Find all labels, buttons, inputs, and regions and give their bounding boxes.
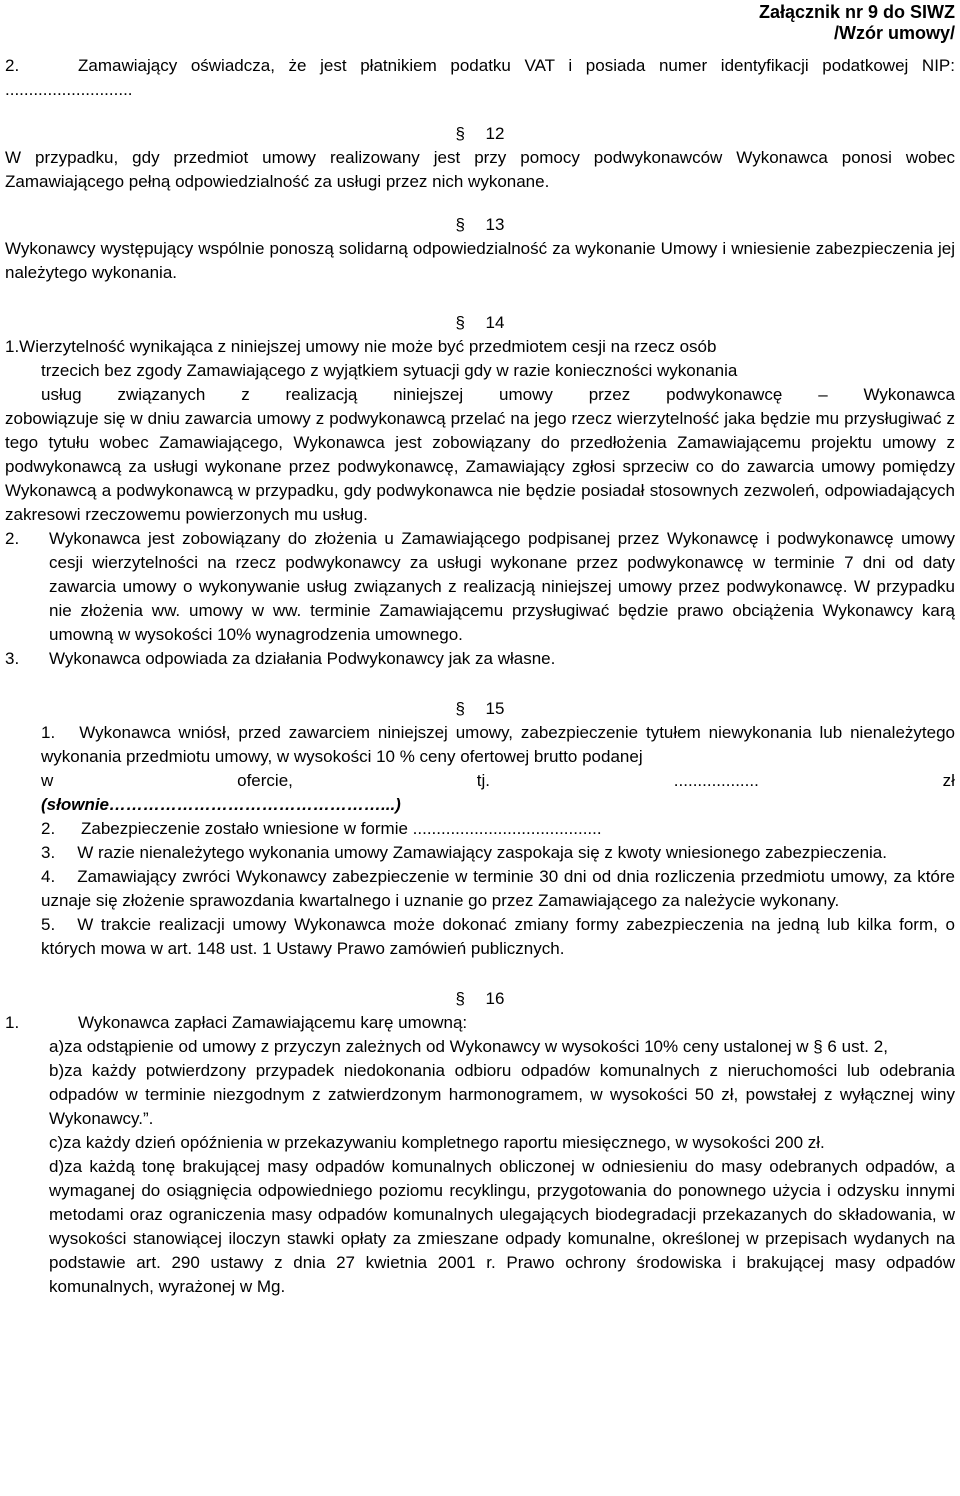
price-word-tj: tj. — [476, 771, 490, 790]
section-12-text: W przypadku, gdy przedmiot umowy realizowany jest przy pomocy podwykonawców Wykonawca ponosi wobec Zamawiającego pełną odpowiedzialność za usługi przez nich wykonane. — [5, 148, 955, 191]
item-number: 5. — [41, 915, 56, 934]
section-13-text: Wykonawcy występujący wspólnie ponoszą solidarną odpowiedzialność za wykonanie Umowy i wniesienie zabezpieczenia jej należytego wykonania. — [5, 239, 955, 282]
price-amount-field: .................. — [673, 771, 759, 790]
section-15-item-4 — [5, 865, 955, 913]
item-text: Wykonawca jest zobowiązany do złożenia u Zamawiającego podpisanej przez Wykonawcę i podwykonawcę umowy cesji wierzytelności na rzecz podwykonawcy za usługi wykonane przez podwykonawcę w terminie 7 dni od daty zawarcia umowy o wykonywanie usług związanych z realizacją niniejszej umowy przez podwykonawcę. W przypadku nie złożenia ww. umowy w ww. terminie Zamawiającemu przysługiwać będzie prawo obciążenia Wykonawcy karą umowną w wysokości 10% wynagrodzenia umownego. — [49, 529, 955, 644]
section-14-item-2 — [5, 527, 955, 647]
section-15-item-2 — [5, 817, 955, 841]
item-body: za każdy potwierdzony przypadek niedokonania odbioru odpadów komunalnych z nieruchomości lub odebrania odpadów w terminie niezgodnym z zatwierdzonym harmonogramem, w wysokości 50 zł, powstałej z wyłącznej winy Wykonawcy.”. — [49, 1061, 955, 1128]
intro-item-2 — [5, 54, 955, 102]
paragraph-sign-icon: § — [455, 989, 465, 1008]
price-word-w: w — [41, 771, 54, 790]
item-1-line-2: trzecich bez zgody Zamawiającego z wyjątkiem sytuacji gdy w razie konieczności wykonania — [41, 361, 738, 380]
price-line — [41, 769, 955, 793]
section-number: 15 — [485, 699, 505, 718]
item-letter: a) — [49, 1037, 65, 1056]
item-number: 4. — [41, 867, 56, 886]
paragraph-sign-icon: § — [455, 215, 465, 234]
item-body: Wykonawca wniósł, przed zawarciem niniejszej umowy, zabezpieczenie tytułem niewykonania lub nienależytego wykonania przedmiotu umowy, w wysokości 10 % ceny ofertowej brutto podanej — [41, 723, 955, 766]
section-15-item-3 — [5, 841, 955, 865]
section-15-item-1 — [5, 721, 955, 817]
section-16-heading — [5, 987, 955, 1011]
item-text: Wykonawca zapłaci Zamawiającemu karę umowną: — [78, 1013, 468, 1032]
header-line-1: Załącznik nr 9 do SIWZ — [758, 2, 955, 22]
section-13-heading — [5, 213, 955, 237]
section-16-letter-b — [5, 1059, 955, 1131]
item-number: 1. — [5, 1013, 20, 1032]
section-number: 12 — [485, 124, 505, 143]
item-text — [41, 865, 955, 913]
paragraph-sign-icon: § — [455, 124, 465, 143]
item-1-line-1: 1.Wierzytelność wynikająca z niniejszej umowy nie może być przedmiotem cesji na rzecz osób — [5, 337, 717, 356]
item-text — [49, 1059, 955, 1131]
item-number: 1. — [41, 723, 56, 742]
item-text — [49, 1035, 955, 1059]
section-15-heading — [5, 697, 955, 721]
section-15-item-5 — [5, 913, 955, 961]
amount-in-words: (słownie…………………………………………...) — [41, 795, 401, 814]
item-1-rest: zobowiązuje się w dniu zawarcia umowy z podwykonawcą przelać na jego rzecz wierzytelność jaka będzie mu przysługiwać z tego tytułu wobec Zamawiającego, Wykonawca jest zobowiązany do przedłożenia Zamawiającemu projektu umowy z podwykonawcą za usługi wykonane przez podwykonawcę, Zamawiający zgłosi sprzeciw co do zawarcia umowy pomiędzy Wykonawcą a podwykonawcą w przypadku, gdy podwykonawca nie będzie posiadał stosownych zezwoleń, odpowiadających zakresowi rzeczowemu powierzonych mu usług. — [5, 409, 955, 524]
item-body: Zamawiający zwróci Wykonawcy zabezpieczenie w terminie 30 dni od dnia rozliczenia przedmiotu umowy, za które uznaje się złożenie sprawozdania kwartalnego i uznanie go przez Zamawiającego za należycie wykonany. — [41, 867, 955, 910]
item-text — [49, 1131, 955, 1155]
item-body: W razie nienależytego wykonania umowy Zamawiający zaspokaja się z kwoty wniesionego zabezpieczenia. — [77, 843, 887, 862]
price-word-ofercie: ofercie, — [237, 771, 293, 790]
item-letter: c) — [49, 1133, 64, 1152]
item-number: 3. — [41, 843, 56, 862]
section-16-letter-c — [5, 1131, 955, 1155]
item-text: Zabezpieczenie zostało wniesione w formie ........................................ — [81, 819, 602, 838]
item-number: 3. — [5, 649, 20, 668]
item-number: 2. — [41, 819, 56, 838]
section-16-letter-d — [5, 1155, 955, 1299]
section-14-item-1 — [5, 335, 955, 527]
price-currency: zł — [942, 771, 955, 790]
section-16-item-1 — [5, 1011, 955, 1035]
section-number: 13 — [485, 215, 505, 234]
item-body: za każdą tonę brakującej masy odpadów komunalnych obliczonej w odniesieniu do masy odebranych odpadów, a wymaganej do osiągnięcia odpowiedniego poziomu recyklingu, przygotowania do ponownego użycia i odzysku innymi metodami oraz ograniczenia masy odpadów komunalnych ulegających biodegradacji przekazanych do składowania, w wysokości stanowiącej iloczyn stawki opłaty za zmieszane odpady komunalne, określonej w przepisach wydanych na podstawie art. 290 ustawy z dnia 27 kwietnia 2001 r. Prawo ochrony środowiska i brakującej masy odpadów komunalnych, wyrażonej w Mg. — [49, 1157, 955, 1296]
item-text: Wykonawca odpowiada za działania Podwykonawcy jak za własne. — [49, 649, 556, 668]
item-body: za każdy dzień opóźnienia w przekazywaniu kompletnego raportu miesięcznego, w wysokości 200 zł. — [63, 1133, 825, 1152]
item-text: Zamawiający oświadcza, że jest płatnikiem podatku VAT i posiada numer identyfikacji podatkowej NIP: ........................... — [5, 56, 955, 99]
paragraph-sign-icon: § — [455, 699, 465, 718]
item-letter: d) — [49, 1157, 65, 1176]
item-number: 2. — [5, 56, 20, 75]
item-text — [49, 1155, 955, 1299]
section-14-item-3 — [5, 647, 955, 671]
item-text — [41, 721, 955, 769]
section-number: 16 — [485, 989, 505, 1008]
item-body: W trakcie realizacji umowy Wykonawca może dokonać zmiany formy zabezpieczenia na jedną lub kilka form, o których mowa w art. 148 ust. 1 Ustawy Prawo zamówień publicznych. — [41, 915, 955, 958]
item-letter: b) — [49, 1061, 65, 1080]
document-page — [5, 0, 955, 1299]
paragraph-sign-icon: § — [455, 313, 465, 332]
attachment-header — [5, 0, 955, 44]
header-line-2: /Wzór umowy/ — [834, 23, 955, 43]
item-body: za odstąpienie od umowy z przyczyn zależnych od Wykonawcy w wysokości 10% ceny ustalonej w § 6 ust. 2, — [64, 1037, 888, 1056]
item-text — [41, 913, 955, 961]
section-12-heading — [5, 122, 955, 146]
section-number: 14 — [485, 313, 505, 332]
item-1-line-3: usług związanych z realizacją niniejszej umowy przez podwykonawcę – Wykonawca — [41, 385, 955, 404]
item-text — [41, 841, 955, 865]
section-14-heading — [5, 311, 955, 335]
section-16-letter-a — [5, 1035, 955, 1059]
item-number: 2. — [5, 529, 20, 548]
